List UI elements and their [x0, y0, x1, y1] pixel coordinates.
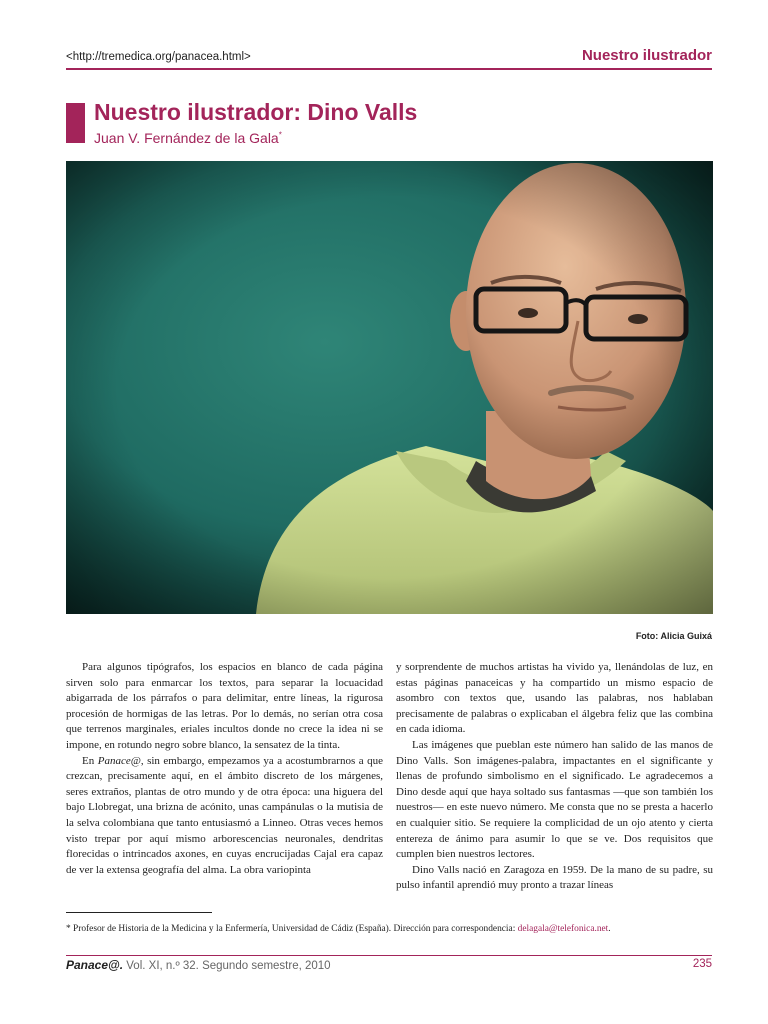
footnote-end: . [608, 924, 611, 934]
journal-name: Panace@ [97, 754, 141, 767]
paragraph-lead: En [82, 754, 98, 767]
footer-divider [66, 955, 712, 956]
paragraph-text: , sin embargo, empezamos ya a acostumbrarnos a que crezcan, precisamente aquí, en el ámbito discreto de los márgenes, seres extraños, plantas de otro mundo y de otra época: una higuera del bajo Llobregat, una brizna de acónito, unas campánulas o la mutisia de la selva colombiana que tanto entusiasmó a Linneo. Otras veces hemos visto trepar por aquí mismo arborescencias neuronales, dendritas florecidas o intrincados axones, en cuyas encrucijadas Cajal era capaz de ver la extensa geografía del alma. La obra variopinta [66, 754, 383, 876]
page-number: 235 [692, 958, 712, 970]
author-name: Juan V. Fernández de la Gala [94, 130, 279, 146]
correspondence-email-link[interactable]: delagala@telefonica.net [517, 924, 609, 934]
portrait-photo [66, 161, 713, 614]
photo-caption: Foto: Alicia Guixá [635, 631, 712, 641]
article-author [94, 130, 282, 146]
paragraph: Las imágenes que pueblan este número han salido de las manos de Dino Valls. Son imágenes-palabra, impactantes en el significante y llenas de profundo simbolismo en el significado. Le agradecemos a Dino desde aquí que haya soltado sus fantasmas —que son también los nuestros— en este nuevo número. Me consta que no se presta a hacerlo en cualquier sitio. Se requiere la complicidad de un ojo atento y cierta entereza de ánimo para asumir lo que se ve. Dos requisitos que cumplen bien nuestros lectores. [396, 738, 713, 861]
footer-journal-name: Panace@. [66, 958, 124, 972]
paragraph: Para algunos tipógrafos, los espacios en blanco de cada página sirven solo para enmarcar los textos, para separar la locuacidad abigarrada de los párrafos o para delimitar, entre líneas, la rigurosa procesión de hormigas de las letras. Por lo demás, no serían otra cosa que terrenos marginales, eriales incultos donde no crece la idea ni se impone, en rotundo negro sobre blanco, la sensatez de la tinta. [66, 661, 383, 751]
footnote [66, 924, 716, 934]
paragraph: Dino Valls nació en Zaragoza en 1959. De la mano de su padre, su pulso infantil aprendió muy pronto a trazar líneas [396, 863, 713, 892]
title-accent-bar [66, 103, 85, 143]
footnote-text: * Profesor de Historia de la Medicina y la Enfermería, Universidad de Cádiz (España). Dirección para correspondencia: [66, 924, 518, 934]
header-url: <http://tremedica.org/panacea.html> [66, 51, 251, 63]
paragraph: y sorprendente de muchos artistas ha vivido ya, llenándolas de luz, en estas páginas panaceicas y ha compartido un mismo espacio de asombro con textos que, usando las palabras, nos hablaban precisamente de palabras o explicaban el álgebra feliz que las combina en cada idioma. [396, 661, 713, 736]
header-divider [66, 68, 712, 70]
footer-issue: Vol. XI, n.º 32. Segundo semestre, 2010 [123, 960, 331, 972]
author-footnote-mark: * [278, 130, 282, 140]
body-column-right [396, 660, 713, 894]
body-column-left [66, 660, 383, 878]
paragraph [66, 754, 383, 879]
footer-issue-info [66, 958, 331, 972]
header-section-title: Nuestro ilustrador [581, 47, 712, 64]
footnote-divider [66, 912, 212, 913]
article-title: Nuestro ilustrador: Dino Valls [94, 99, 418, 125]
